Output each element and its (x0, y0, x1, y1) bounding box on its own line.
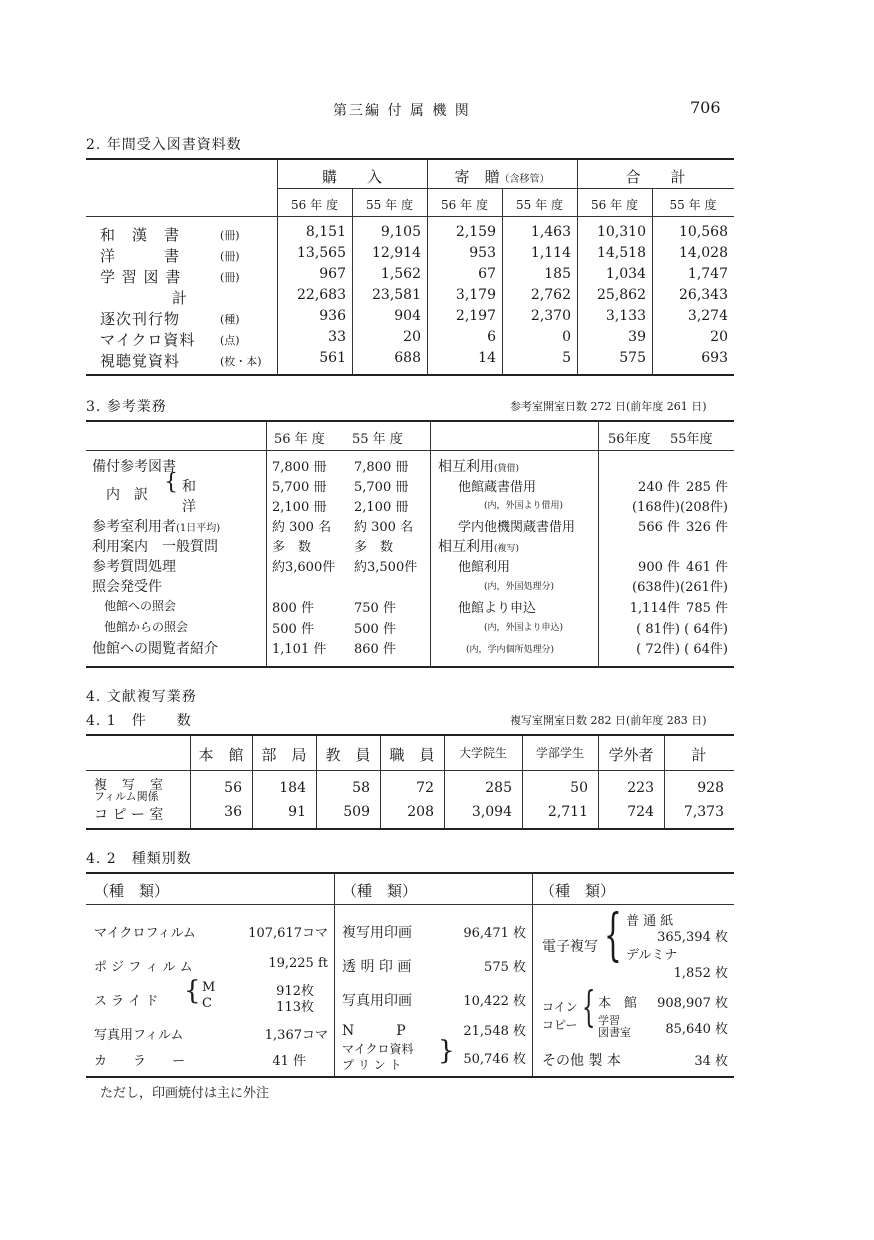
ref-rlabel: (内，学内個所処理分) (466, 645, 555, 655)
kind-label: プ リ ン ト (342, 1058, 402, 1072)
ref-rvalue-55: 285 件 (686, 480, 728, 495)
ref-rvalue-55: 785 件 (686, 601, 728, 616)
cell-value: 0 (562, 329, 571, 345)
year-header: 56 年 度 (291, 198, 338, 212)
ref-value-55: 多 数 (354, 540, 394, 555)
ref-value-56: 800 件 (272, 601, 314, 616)
cell-value: 928 (697, 780, 724, 796)
ref-value-56: 7,800 冊 (272, 460, 327, 475)
kind-label: ス ラ イ ド (94, 994, 159, 1009)
cell-value: 509 (343, 804, 370, 820)
kind-value: 41 件 (272, 1054, 306, 1069)
ref-value-56: 1,101 件 (272, 642, 327, 657)
kind-value: 19,225 ft (268, 956, 328, 971)
cell-value: 26,343 (679, 287, 728, 303)
year-header: 55 年 度 (366, 198, 413, 212)
ref-value-56: 5,700 冊 (272, 480, 327, 495)
kind-value: 575 枚 (484, 960, 526, 975)
ref-hdr-55: 55 年 度 (352, 432, 403, 447)
cell-value: 693 (701, 350, 728, 366)
ref-rlabel: (内，外国より借用) (484, 501, 564, 511)
kind-value: 107,617コマ (248, 926, 328, 941)
cell-value: 20 (403, 329, 421, 345)
cell-value: 23,581 (372, 287, 421, 303)
kind-label: 図書室 (598, 1026, 631, 1039)
ref-hdr-r55: 55年度 (670, 432, 713, 447)
kind-label: 透 明 印 画 (342, 959, 412, 975)
section-4-title: 4. 文献複写業務 (86, 689, 197, 705)
cell-value: 20 (710, 329, 728, 345)
cell-value: 3,094 (471, 804, 512, 820)
row-unit: (冊) (220, 271, 240, 284)
cell-value: 1,562 (380, 266, 421, 282)
row-unit: (枚・本) (220, 355, 262, 368)
cell-value: 1,463 (530, 224, 571, 240)
cell-value: 223 (627, 780, 654, 796)
cell-value: 56 (224, 780, 242, 796)
row-label: 和 漢 書 (100, 226, 181, 244)
cell-value: 7,373 (683, 804, 724, 820)
reference-room-note: 参考室開室日数 272 日(前年度 261 日) (510, 400, 707, 413)
kind-label: マイクロ資料 (342, 1042, 414, 1056)
ref-rvalue-56: 566 件 (638, 520, 680, 535)
ref-rvalue-56: 240 件 (638, 480, 680, 495)
ref-label: 洋 (182, 499, 196, 515)
cell-value: 5 (562, 350, 571, 366)
col-header: 部 局 (261, 746, 307, 764)
row-unit: (点) (220, 334, 240, 347)
brace: } (438, 1036, 455, 1066)
ref-rvalue-56: ( 72件) (636, 642, 680, 657)
ref-rvalue-56: 900 件 (638, 560, 680, 575)
cell-value: 967 (319, 266, 346, 282)
cell-value: 2,159 (455, 224, 496, 240)
kind-label: 写真用フィルム (94, 1028, 184, 1043)
cell-value: 1,114 (530, 245, 571, 261)
kind-header: （種 類） (540, 882, 616, 900)
ref-value-55: 5,700 冊 (354, 480, 409, 495)
row-label: 視聴覚資料 (100, 352, 181, 370)
section-4-1-title: 4. 1 件 数 (86, 713, 192, 729)
section-2-title: 2. 年間受入図書資料数 (86, 137, 242, 153)
kind-label: デルミナ (626, 948, 678, 963)
cell-value: 184 (279, 780, 306, 796)
cell-value: 3,179 (455, 287, 496, 303)
ref-label: 他館への閲覧者紹介 (92, 641, 218, 657)
ref-rvalue-56: ( 81件) (636, 622, 680, 637)
cell-value: 10,310 (597, 224, 646, 240)
page-number: 706 (690, 98, 721, 117)
cell-value: 14 (478, 350, 496, 366)
ref-rlabel: 相互利用(貸借) (438, 459, 520, 475)
row-label: 逐次刊行物 (100, 310, 181, 328)
cell-value: 50 (570, 780, 588, 796)
cell-value: 33 (328, 329, 346, 345)
cell-value: 14,518 (597, 245, 646, 261)
kind-value: 912枚 (276, 984, 314, 999)
year-header: 55 年 度 (516, 198, 563, 212)
kind-label: N P (342, 1023, 406, 1039)
ref-value-55: 約3,500件 (354, 560, 418, 575)
ref-rlabel: 他館利用 (458, 560, 511, 575)
row-label: 計 (172, 289, 189, 307)
kind-value: 1,367コマ (264, 1028, 328, 1043)
ref-value-55: 7,800 冊 (354, 460, 409, 475)
ref-label: 他館への照会 (104, 599, 177, 613)
kind-header: （種 類） (342, 882, 418, 900)
cell-value: 12,914 (372, 245, 421, 261)
cell-value: 14,028 (679, 245, 728, 261)
ref-rvalue-55: (208件) (680, 500, 728, 515)
col-header: 学部学生 (535, 746, 584, 760)
cell-value: 2,762 (530, 287, 571, 303)
ref-value-56: 2,100 冊 (272, 500, 327, 515)
brace: { (184, 976, 201, 1006)
brace: { (582, 982, 596, 1031)
kind-value: 1,852 枚 (673, 966, 728, 981)
table-copy-counts (86, 734, 734, 830)
ref-value-56: 約 300 名 (272, 520, 332, 535)
row-unit: (種) (220, 313, 240, 326)
cell-value: 39 (628, 329, 646, 345)
ref-value-55: 2,100 冊 (354, 500, 409, 515)
kind-label: コイン (542, 1000, 578, 1014)
brace: { (164, 470, 178, 495)
col-header: 大学院生 (458, 746, 507, 760)
section-3-title: 3. 参考業務 (86, 399, 167, 415)
footnote: ただし，印画焼付は主に外注 (100, 1086, 270, 1101)
kind-label: 複写用印画 (342, 925, 412, 941)
col-header: 教 員 (325, 746, 371, 764)
col-header: 本 館 (198, 746, 244, 764)
year-header: 55 年 度 (669, 198, 717, 212)
table-acquisitions (86, 158, 734, 376)
cell-value: 13,565 (297, 245, 346, 261)
cell-value: 3,133 (605, 308, 646, 324)
ref-rvalue-55: 461 件 (686, 560, 728, 575)
kind-value: 50,746 枚 (463, 1052, 526, 1067)
ref-rlabel: 他館蔵書借用 (458, 480, 537, 495)
ref-label: 和 (182, 479, 196, 495)
kind-label: 本 館 (598, 996, 638, 1011)
ref-rlabel: 相互利用(複写) (438, 539, 520, 555)
cell-value: 3,274 (687, 308, 728, 324)
cell-value: 25,862 (597, 287, 646, 303)
row-label: マイクロ資料 (100, 331, 196, 349)
ref-value-55: 860 件 (354, 642, 396, 657)
kind-label: C (202, 996, 212, 1011)
ref-rvalue-56: 1,114件 (629, 601, 680, 616)
ref-hdr-56: 56 年 度 (274, 432, 325, 447)
ref-rvalue-55: 326 件 (686, 520, 728, 535)
kind-label: 写真用印画 (342, 993, 412, 1009)
cell-value: 36 (224, 804, 242, 820)
ref-value-56: 500 件 (272, 622, 314, 637)
ref-rlabel: (内，外国より申込) (484, 623, 564, 633)
ref-label: 内 訳 (106, 487, 148, 503)
cell-value: 1,747 (687, 266, 728, 282)
ref-value-55: 約 300 名 (354, 520, 414, 535)
table-kinds (86, 872, 734, 1078)
running-title: 第三編 付 属 機 関 (333, 103, 471, 119)
copy-room-note: 複写室開室日数 282 日(前年度 283 日) (510, 714, 707, 727)
table-reference (86, 420, 734, 668)
kind-value: 96,471 枚 (463, 926, 526, 941)
cell-value: 561 (319, 350, 346, 366)
ref-rvalue-55: ( 64件) (684, 642, 728, 657)
ref-label: 利用案内 一般質問 (92, 539, 218, 555)
ref-hdr-r56: 56年度 (608, 432, 651, 447)
ref-label: 備付参考図書 (92, 459, 176, 475)
cell-value: 724 (627, 804, 654, 820)
header-total: 合 計 (625, 168, 686, 186)
col-header: 学外者 (608, 746, 654, 764)
kind-header: （種 類） (94, 882, 170, 900)
kind-value: 34 枚 (694, 1054, 728, 1069)
cell-value: 2,197 (455, 308, 496, 324)
kind-label: カ ラ ー (94, 1054, 186, 1069)
ref-value-55: 750 件 (354, 601, 396, 616)
kind-label: ポ ジ フ ィ ル ム (94, 960, 193, 975)
cell-value: 10,568 (679, 224, 728, 240)
kind-label: 学習 (598, 1014, 620, 1027)
cell-value: 72 (416, 780, 434, 796)
brace: { (604, 903, 622, 968)
ref-rvalue-55: ( 64件) (684, 622, 728, 637)
header-purchase: 購 入 (321, 168, 382, 186)
cell-value: 1,034 (605, 266, 646, 282)
cell-value: 208 (407, 804, 434, 820)
kind-label: マイクロフィルム (94, 926, 196, 941)
ref-rvalue-56: (638件) (632, 580, 680, 595)
cell-value: 6 (487, 329, 496, 345)
header-donation: 寄 贈（含移管） (454, 168, 550, 186)
kind-value: 113枚 (276, 1000, 314, 1015)
ref-label: 参考質問処理 (92, 559, 176, 575)
row-label: コ ピ ー 室 (94, 807, 164, 823)
ref-label: 参考室利用者(1日平均) (92, 519, 221, 535)
cell-value: 67 (478, 266, 496, 282)
year-header: 56 年 度 (591, 198, 638, 212)
row-label: 洋 書 (100, 247, 181, 265)
section-4-2-title: 4. 2 種類別数 (86, 851, 192, 867)
ref-rlabel: 他館より申込 (458, 601, 537, 616)
cell-value: 285 (485, 780, 512, 796)
ref-rlabel: 学内他機関蔵書借用 (458, 520, 576, 535)
kind-value: 10,422 枚 (463, 994, 526, 1009)
cell-value: 904 (394, 308, 421, 324)
cell-value: 9,105 (380, 224, 421, 240)
ref-rvalue-55: (261件) (680, 580, 728, 595)
cell-value: 58 (352, 780, 370, 796)
ref-rvalue-56: (168件) (632, 500, 680, 515)
row-unit: (冊) (220, 229, 240, 242)
ref-value-56: 多 数 (272, 540, 312, 555)
cell-value: 688 (394, 350, 421, 366)
ref-label: 照会発受件 (92, 579, 162, 595)
cell-value: 2,711 (547, 804, 588, 820)
kind-label: コピー (542, 1018, 578, 1032)
kind-label: M (202, 980, 216, 995)
ref-value-56: 約3,600件 (272, 560, 336, 575)
ref-rlabel: (内，外国処理分) (484, 582, 555, 592)
kind-label: 電子複写 (542, 939, 598, 955)
cell-value: 936 (319, 308, 346, 324)
row-label: 複 写 室 (94, 778, 165, 793)
cell-value: 91 (288, 804, 306, 820)
cell-value: 8,151 (305, 224, 346, 240)
cell-value: 953 (469, 245, 496, 261)
row-label: フィルム関係 (94, 790, 159, 803)
ref-value-55: 500 件 (354, 622, 396, 637)
kind-value: 21,548 枚 (463, 1024, 526, 1039)
col-header: 計 (691, 746, 707, 764)
row-label: 学 習 図 書 (100, 268, 182, 286)
kind-value: 85,640 枚 (665, 1022, 728, 1037)
year-header: 56 年 度 (441, 198, 488, 212)
cell-value: 575 (619, 350, 646, 366)
cell-value: 185 (544, 266, 571, 282)
col-header: 職 員 (389, 746, 435, 764)
kind-label: その他 製 本 (542, 1053, 621, 1069)
ref-label: 他館からの照会 (104, 620, 189, 634)
kind-label: 普 通 紙 (626, 914, 674, 929)
kind-value: 908,907 枚 (657, 996, 728, 1011)
cell-value: 22,683 (297, 287, 346, 303)
cell-value: 2,370 (530, 308, 571, 324)
row-unit: (冊) (220, 250, 240, 263)
kind-value: 365,394 枚 (657, 930, 728, 945)
